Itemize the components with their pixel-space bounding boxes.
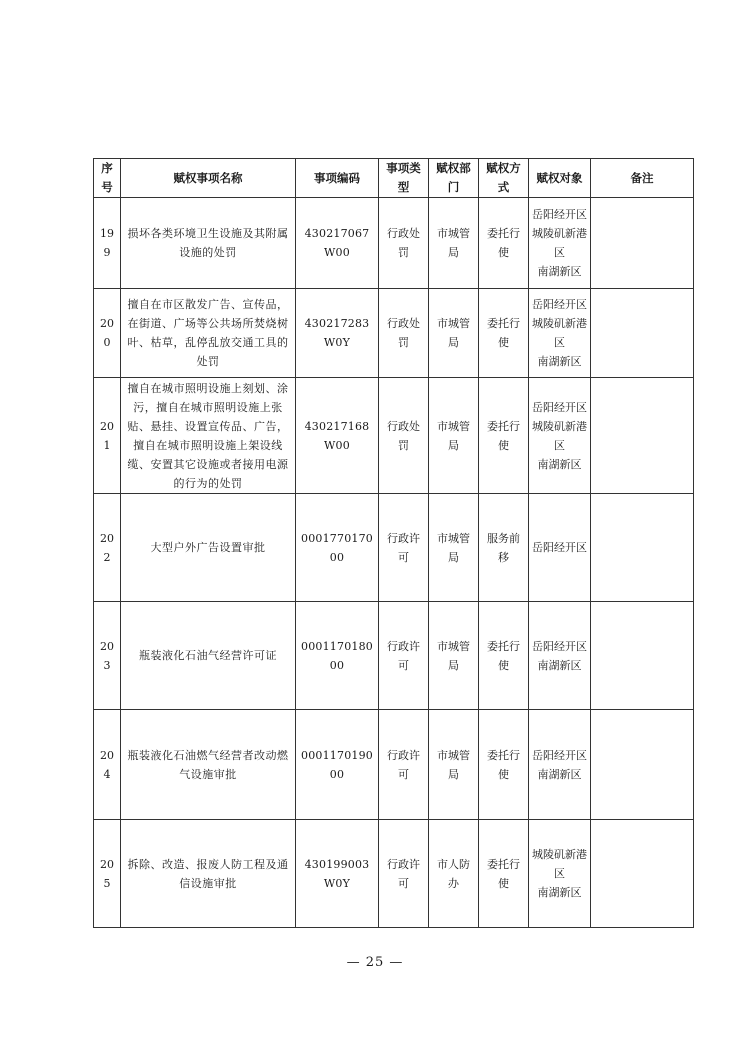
header-note: 备注	[591, 159, 694, 198]
target-entry: 岳阳经开区	[532, 298, 587, 311]
target-entry: 南湖新区	[537, 886, 582, 899]
target-entry: 城陵矶新港区	[532, 317, 587, 349]
row-note	[591, 710, 694, 820]
header-method: 赋权方式	[479, 159, 529, 198]
target-entry: 城陵矶新港区	[532, 848, 587, 880]
row-method: 服务前移	[479, 494, 529, 602]
table-row	[94, 820, 694, 928]
target-entry: 南湖新区	[537, 767, 582, 781]
page-number: — 25 —	[346, 955, 404, 970]
row-note	[591, 494, 694, 602]
row-targets	[529, 710, 591, 820]
row-method: 委托行使	[479, 378, 529, 494]
row-note	[591, 289, 694, 378]
row-note	[591, 820, 694, 928]
row-targets	[529, 198, 591, 289]
row-item-code: 000117019000	[296, 710, 379, 820]
row-method: 委托行使	[479, 602, 529, 710]
row-targets	[529, 289, 591, 378]
table-row	[94, 602, 694, 710]
row-item-type: 行政许可	[379, 602, 429, 710]
row-item-code: 430199003W0Y	[296, 820, 379, 928]
header-seq: 序号	[94, 159, 121, 198]
target-entry: 南湖新区	[537, 355, 582, 368]
target-entry: 岳阳经开区	[532, 541, 587, 554]
header-type: 事项类型	[379, 159, 429, 198]
row-item-type: 行政处罚	[379, 378, 429, 494]
row-note	[591, 198, 694, 289]
target-entry: 岳阳经开区	[532, 400, 587, 414]
row-item-type: 行政处罚	[379, 289, 429, 378]
row-note	[591, 378, 694, 494]
header-dept: 赋权部门	[429, 159, 479, 198]
row-item-name: 瓶装液化石油燃气经营者改动燃气设施审批	[121, 710, 296, 820]
table-row	[94, 198, 694, 289]
header-target: 赋权对象	[529, 159, 591, 198]
row-targets	[529, 378, 591, 494]
header-name: 赋权事项名称	[121, 159, 296, 198]
row-dept: 市城管局	[429, 198, 479, 289]
row-note	[591, 602, 694, 710]
row-seq: 203	[94, 602, 121, 710]
row-dept: 市人防办	[429, 820, 479, 928]
row-seq: 202	[94, 494, 121, 602]
row-method: 委托行使	[479, 198, 529, 289]
row-item-code: 430217283W0Y	[296, 289, 379, 378]
row-item-code: 000177017000	[296, 494, 379, 602]
row-dept: 市城管局	[429, 602, 479, 710]
row-targets	[529, 820, 591, 928]
row-seq: 205	[94, 820, 121, 928]
row-method: 委托行使	[479, 710, 529, 820]
row-item-type: 行政许可	[379, 820, 429, 928]
row-item-code: 000117018000	[296, 602, 379, 710]
row-seq: 200	[94, 289, 121, 378]
row-targets	[529, 494, 591, 602]
target-entry: 岳阳经开区	[532, 208, 587, 221]
row-item-code: 430217067W00	[296, 198, 379, 289]
target-entry: 南湖新区	[537, 658, 582, 672]
table-row	[94, 378, 694, 494]
table-row	[94, 289, 694, 378]
target-entry: 南湖新区	[537, 457, 582, 471]
row-seq: 201	[94, 378, 121, 494]
row-item-code: 430217168W00	[296, 378, 379, 494]
row-item-name: 损坏各类环境卫生设施及其附属设施的处罚	[121, 198, 296, 289]
header-code: 事项编码	[296, 159, 379, 198]
row-item-type: 行政许可	[379, 494, 429, 602]
row-method: 委托行使	[479, 289, 529, 378]
row-item-name: 擅自在市区散发广告、宣传品，在街道、广场等公共场所焚烧树叶、枯草，乱停乱放交通工具的处罚	[121, 289, 296, 378]
empowerment-table	[93, 158, 694, 928]
table-header-row	[94, 159, 694, 198]
row-targets	[529, 602, 591, 710]
row-dept: 市城管局	[429, 710, 479, 820]
row-item-name: 擅自在城市照明设施上刻划、涂污，擅自在城市照明设施上张贴、悬挂、设置宣传品、广告，擅自在城市照明设施上架设线缆、安置其它设施或者接用电源的行为的处罚	[121, 378, 296, 494]
target-entry: 岳阳经开区	[532, 748, 587, 762]
row-item-type: 行政许可	[379, 710, 429, 820]
row-seq: 204	[94, 710, 121, 820]
row-dept: 市城管局	[429, 378, 479, 494]
row-item-name: 大型户外广告设置审批	[121, 494, 296, 602]
row-method: 委托行使	[479, 820, 529, 928]
row-item-name: 瓶装液化石油气经营许可证	[121, 602, 296, 710]
target-entry: 城陵矶新港区	[532, 419, 587, 452]
target-entry: 南湖新区	[537, 265, 582, 278]
table-row	[94, 710, 694, 820]
target-entry: 城陵矶新港区	[532, 227, 587, 259]
target-entry: 岳阳经开区	[532, 639, 587, 653]
row-seq: 199	[94, 198, 121, 289]
row-item-name: 拆除、改造、报废人防工程及通信设施审批	[121, 820, 296, 928]
table-row	[94, 494, 694, 602]
row-dept: 市城管局	[429, 289, 479, 378]
row-dept: 市城管局	[429, 494, 479, 602]
row-item-type: 行政处罚	[379, 198, 429, 289]
